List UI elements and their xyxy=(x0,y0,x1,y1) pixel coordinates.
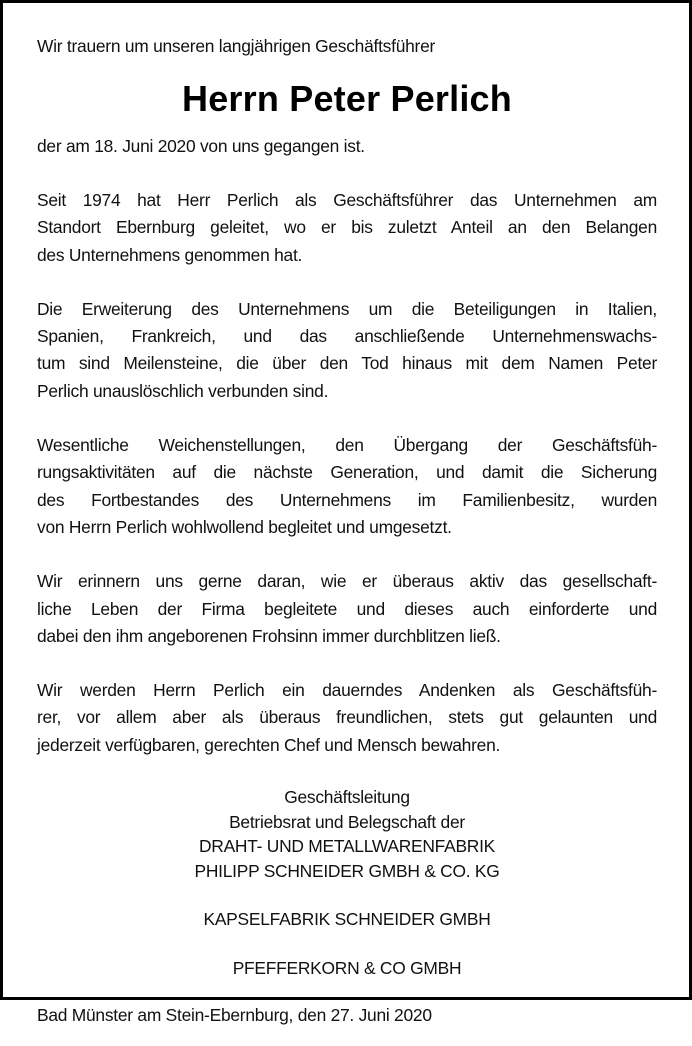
signature-kapselfabrik: KAPSELFABRIK SCHNEIDER GMBH xyxy=(203,909,491,930)
deceased-name-heading: Herrn Peter Perlich xyxy=(182,78,512,119)
paragraph-line: jederzeit verfügbaren, gerechten Chef und Mensch bewahren. xyxy=(37,734,501,755)
paragraph-line: Perlich unauslöschlich verbunden sind. xyxy=(37,380,329,401)
paragraph-line: Wesentliche Weichenstellungen, den Übergang der Geschäftsfüh- xyxy=(37,435,657,456)
intro-line: Wir trauern um unseren langjährigen Geschäftsführer xyxy=(37,36,436,56)
paragraph-line: tum sind Meilensteine, die über den Tod hinaus mit dem Namen Peter xyxy=(37,353,657,374)
spacer xyxy=(37,932,657,956)
paragraph-line: Die Erweiterung des Unternehmens um die Beteiligungen in Italien, xyxy=(37,298,657,319)
paragraph-line: von Herrn Perlich wohlwollend begleitet und umgesetzt. xyxy=(37,516,452,537)
signature-works-council: Betriebsrat und Belegschaft der xyxy=(229,811,465,832)
paragraph-line: rer, vor allem aber als überaus freundlichen, stets gut gelaunten und xyxy=(37,707,657,728)
paragraph-5 xyxy=(37,677,657,759)
place-date-line: Bad Münster am Stein-Ebernburg, den 27. Juni 2020 xyxy=(37,1005,432,1026)
signature-pfefferkorn: PFEFFERKORN & CO GMBH xyxy=(232,957,462,978)
obituary-content xyxy=(37,33,657,1046)
paragraph-line: rungsaktivitäten auf die nächste Generation, und damit die Sicherung xyxy=(37,462,657,483)
signature-company-name-1: DRAHT- UND METALLWARENFABRIK xyxy=(198,836,496,857)
paragraph-line: Wir werden Herrn Perlich ein dauerndes Andenken als Geschäftsfüh- xyxy=(37,680,657,701)
signatures-block xyxy=(37,785,657,980)
paragraph-1 xyxy=(37,187,657,269)
paragraph-line: des Unternehmens genommen hat. xyxy=(37,244,303,265)
paragraph-line: liche Leben der Firma begleitete und dieses auch einforderte und xyxy=(37,598,657,619)
paragraph-3 xyxy=(37,432,657,541)
paragraph-2 xyxy=(37,296,657,405)
paragraph-line: Seit 1974 hat Herr Perlich als Geschäftsführer das Unternehmen am xyxy=(37,190,657,210)
paragraph-line: Wir erinnern uns gerne daran, wie er überaus aktiv das gesellschaft- xyxy=(37,571,657,592)
paragraph-4 xyxy=(37,568,657,650)
signature-management: Geschäftsleitung xyxy=(284,787,410,808)
paragraph-line: des Fortbestandes des Unternehmens im Familienbesitz, wurden xyxy=(37,489,657,510)
paragraph-line: Standort Ebernburg geleitet, wo er bis zuletzt Anteil an den Belangen xyxy=(37,217,657,238)
paragraph-line: Spanien, Frankreich, und das anschließende Unternehmenswachs- xyxy=(37,326,657,347)
paragraph-line: dabei den ihm angeborenen Frohsinn immer durchblitzen ließ. xyxy=(37,625,501,646)
spacer xyxy=(37,883,657,907)
signature-company-name-2: PHILIPP SCHNEIDER GMBH & CO. KG xyxy=(194,860,500,881)
death-date-line: der am 18. Juni 2020 von uns gegangen ist. xyxy=(37,136,365,156)
